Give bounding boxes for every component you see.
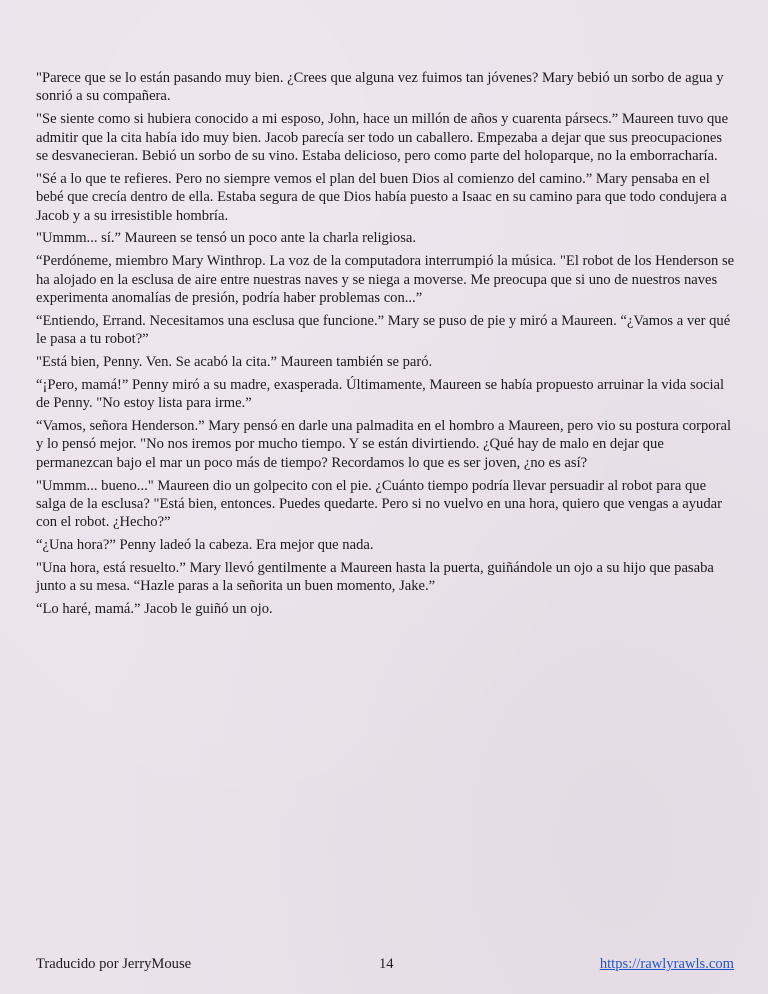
- paragraph: "Parece que se lo están pasando muy bien. ¿Crees que alguna vez fuimos tan jóvenes? Mary bebió un sorbo de agua y sonrió a su compañera.: [36, 70, 724, 105]
- paragraph: “Entiendo, Errand. Necesitamos una esclusa que funcione.” Mary se puso de pie y miró a Maureen. “¿Vamos a ver qué le pasa a tu robot?”: [36, 312, 731, 348]
- paragraph: "Sé a lo que te refieres. Pero no siempre vemos el plan del buen Dios al comienzo del camino.” Mary pensaba en el bebé que crecía dentro de ella. Estaba segura de que Dios había puesto a Isaac en su camino para que todo condujera a Jacob y a su irresistible hombría.: [36, 170, 727, 224]
- website-link[interactable]: https://rawlyrawls.com: [599, 956, 734, 972]
- paragraph: “¡Pero, mamá!” Penny miró a su madre, exasperada. Últimamente, Maureen se había propuesto arruinar la vida social de Penny. "No estoy lista para irme.”: [36, 376, 725, 412]
- paragraph: "Se siente como si hubiera conocido a mi esposo, John, hace un millón de años y cuarenta pársecs.” Maureen tuvo que admitir que la cita había ido muy bien. Jacob parecía ser todo un caballero. Empezaba a dejar que sus preocupaciones se desvanecieran. Bebió un sorbo de su vino. Estaba delicioso, pero como parte del holoparque, no la emborracharía.: [36, 111, 729, 165]
- paragraph: "Está bien, Penny. Ven. Se acabó la cita.” Maureen también se paró.: [36, 354, 433, 371]
- paragraph: “Vamos, señora Henderson.” Mary pensó en darle una palmadita en el hombro a Maureen, pero vio su postura corporal y lo pensó mejor. "No nos iremos por mucho tiempo. Y se están divirtiendo. ¿Qué hay de malo en dejar que permanezcan bajo el mar un poco más de tiempo? Recordamos lo que es ser joven, ¿no es así?: [36, 418, 731, 471]
- paragraph: “Lo haré, mamá.” Jacob le guiñó un ojo.: [36, 601, 273, 618]
- page-number: 14: [379, 956, 394, 972]
- translator-credit: Traducido por JerryMouse: [36, 956, 192, 972]
- paragraph: "Ummm... bueno..." Maureen dio un golpecito con el pie. ¿Cuánto tiempo podría llevar persuadir al robot para que salga de la esclusa? "Está bien, entonces. Puedes quedarte. Pero si no vuelvo en una hora, quiero que vengas a ayudar con el robot. ¿Hecho?”: [36, 477, 722, 531]
- paragraph: “¿Una hora?” Penny ladeó la cabeza. Era mejor que nada.: [36, 537, 374, 554]
- page-footer: [36, 955, 734, 975]
- page-body: [36, 69, 736, 623]
- paragraph: "Ummm... sí.” Maureen se tensó un poco ante la charla religiosa.: [36, 230, 417, 247]
- paragraph: "Una hora, está resuelto.” Mary llevó gentilmente a Maureen hasta la puerta, guiñándole un ojo a su hijo que pasaba junto a su mesa. “Hazle paras a la señorita un buen momento, Jake.”: [36, 560, 714, 595]
- paragraph: “Perdóneme, miembro Mary Winthrop. La voz de la computadora interrumpió la música. "El robot de los Henderson se ha alojado en la esclusa de aire entre nuestras naves y se niega a moverse. Me preocupa que si uno de nuestros naves experimenta anomalías de presión, podría haber problemas con...”: [36, 253, 735, 307]
